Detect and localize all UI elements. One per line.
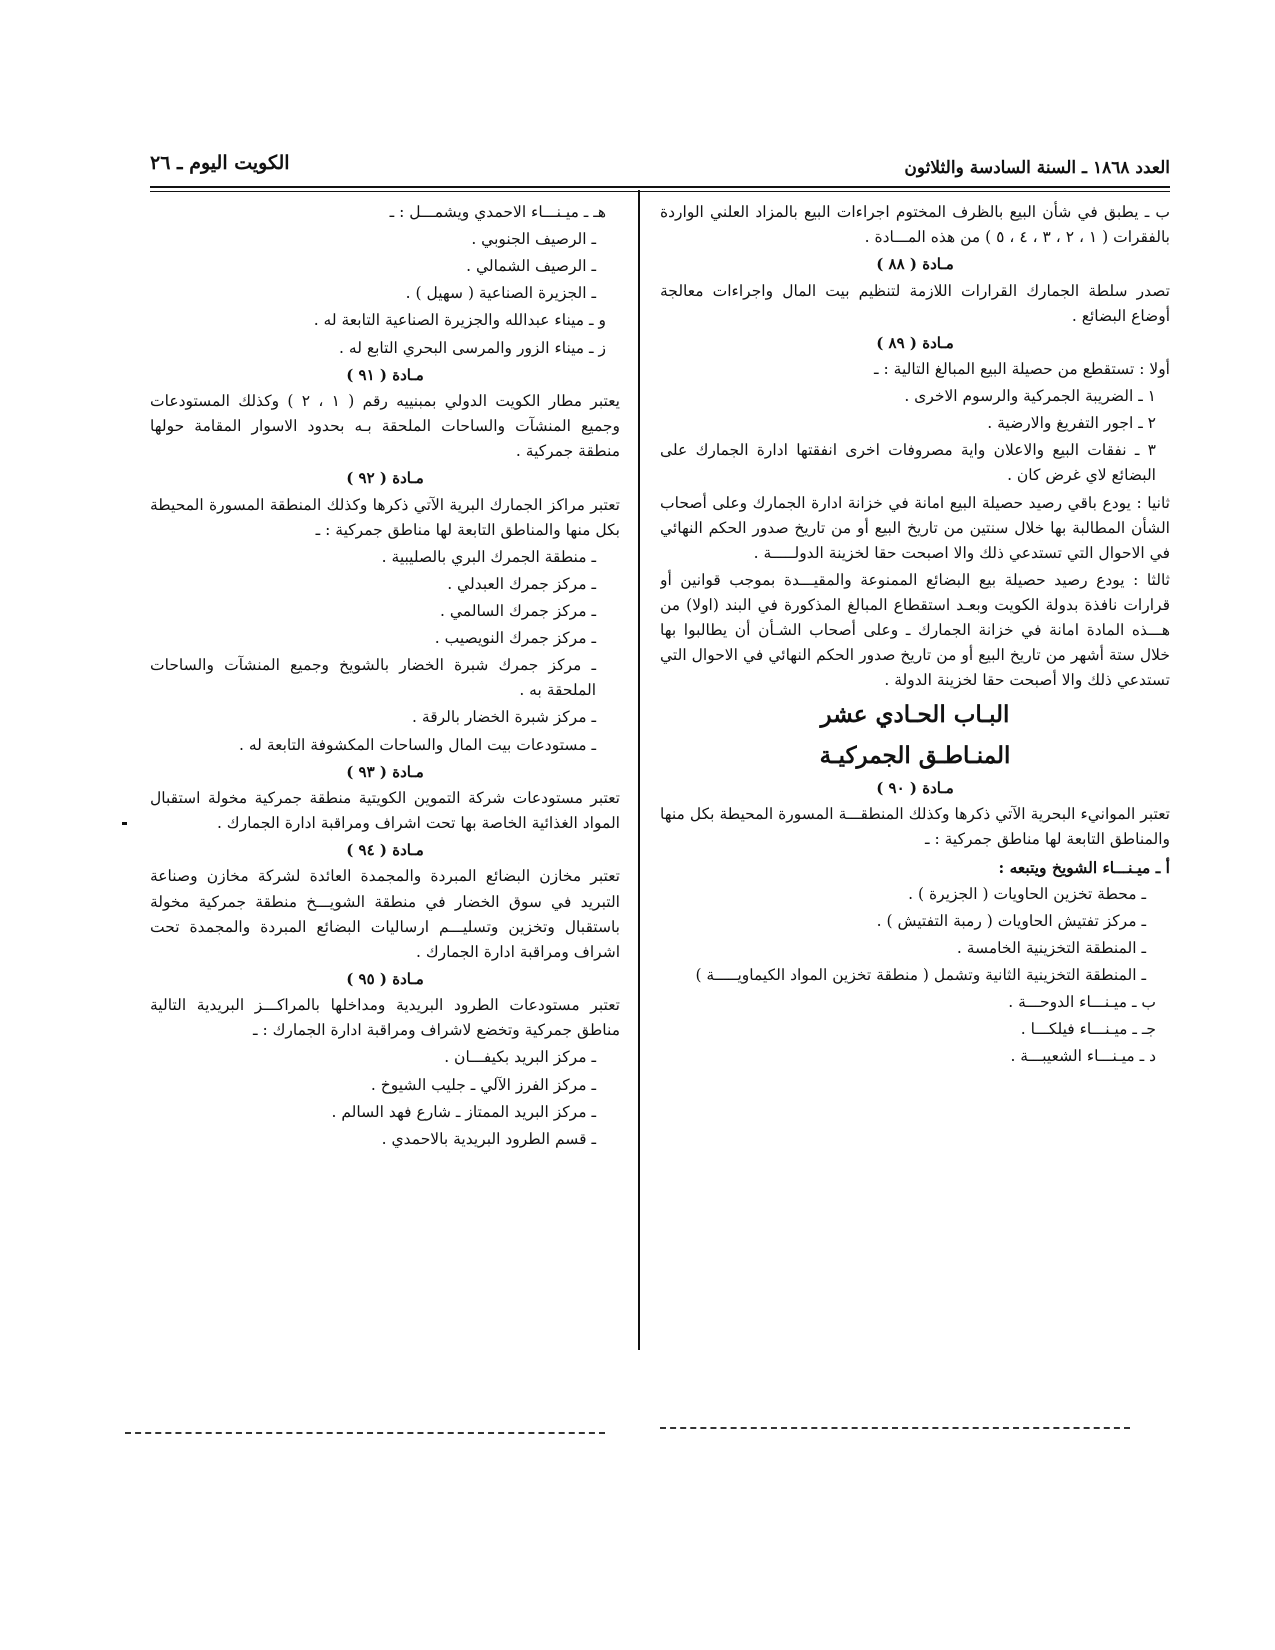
article-95-text: تعتبر مستودعات الطرود البريدية ومداخلها بالمراكـــز البريدية التالية مناطق جمركية وتخضع لاشراف ومراقبة ادارة الجمارك : ـ bbox=[150, 996, 620, 1040]
header-rule-thin bbox=[150, 191, 1170, 192]
footer-rule-right bbox=[660, 1427, 1130, 1429]
port-shuwaikh-item-1: ـ محطة تخزين الحاويات ( الجزيرة ) . bbox=[908, 884, 1146, 903]
customs-center-4: ـ مركز جمرك النويصيب . bbox=[434, 629, 596, 648]
port-ahmadi-item-1: ـ الرصيف الجنوبي . bbox=[471, 230, 596, 249]
customs-center-7: ـ مستودعات بيت المال والساحات المكشوفة التابعة له . bbox=[239, 735, 596, 754]
article-92-text: تعتبر مراكز الجمارك البرية الآتي ذكرها وكذلك المنطقة المسورة المحيطة بكل منها والمناطق التابعة لها مناطق جمركية : ـ bbox=[150, 495, 620, 539]
article-94-text: تعتبر مخازن البضائع المبردة والمجمدة العائدة لشركة مخازن وصناعة التبريد في سوق الخضار في منطقة الشويـــخ منطقة جمركية مخولة باستقبال وتخزين وتسليـــم ارساليات البضائع المبردة والمجمدة تحت اشراف ومراقبة ادارة الجمارك . bbox=[150, 867, 620, 961]
article-89-second: ثانيا : يودع باقي رصيد حصيلة البيع امانة في خزانة ادارة الجمارك وعلى أصحاب الشأن المطالبة بها خلال سنتين من تاريخ البيع أو من تاريخ صدور الحكم النهائي في الاحوال التي تستدعي ذلك والا اصبحت حقا لخزينة الدولـــــة . bbox=[660, 493, 1170, 562]
article-89-intro: أولا : تستقطع من حصيلة البيع المبالغ التالية : ـ bbox=[874, 360, 1170, 379]
header-publication: الكويت اليوم ـ ٢٦ bbox=[150, 152, 290, 174]
port-shuwaikh-item-2: ـ مركز تفتيش الحاويات ( رمبة التفتيش ) . bbox=[876, 911, 1146, 930]
article-93-text: تعتبر مستودعات شركة التموين الكويتية منطقة جمركية مخولة استقبال المواد الغذائية الخاصة بها تحت اشراف ومراقبة ادارة الجمارك . bbox=[150, 788, 620, 833]
post-center-4: ـ قسم الطرود البريدية بالاحمدي . bbox=[381, 1129, 596, 1148]
port-zour: ز ـ ميناء الزور والمرسى البحري التابع له . bbox=[339, 338, 606, 357]
article-92-title: مـادة ( ٩٢ ) bbox=[346, 469, 424, 488]
port-ahmadi-item-2: ـ الرصيف الشمالي . bbox=[466, 257, 596, 276]
article-88-title: مـادة ( ٨٨ ) bbox=[876, 255, 954, 274]
article-90-title: مـادة ( ٩٠ ) bbox=[876, 779, 954, 798]
header-rule bbox=[150, 186, 1170, 188]
customs-center-3: ـ مركز جمرك السالمي . bbox=[439, 602, 596, 621]
chapter-subtitle: المنـاطـق الجمركيـة bbox=[819, 742, 1011, 770]
customs-center-1: ـ منطقة الجمرك البري بالصليبية . bbox=[381, 547, 596, 566]
port-failaka: جـ ـ ميـنـــاء فيلكـــا . bbox=[1020, 1020, 1156, 1039]
article-89-item-2: ٢ ـ اجور التفريغ والارضية . bbox=[987, 414, 1156, 433]
post-center-3: ـ مركز البريد الممتاز ـ شارع فهد السالم . bbox=[331, 1102, 596, 1121]
article-89-title: مـادة ( ٨٩ ) bbox=[876, 333, 954, 352]
post-center-2: ـ مركز الفرز الآلي ـ جليب الشيوخ . bbox=[370, 1075, 596, 1094]
port-abdullah: و ـ ميناء عبدالله والجزيرة الصناعية التابعة له . bbox=[313, 311, 606, 330]
right-column bbox=[660, 200, 1170, 1350]
port-ahmadi: هـ ـ ميـنـــاء الاحمدي ويشمـــل : ـ bbox=[389, 203, 606, 221]
article-93-title: مـادة ( ٩٣ ) bbox=[346, 762, 424, 781]
article-94-title: مـادة ( ٩٤ ) bbox=[346, 841, 424, 860]
article-89-item-3: ٣ ـ نفقات البيع والاعلان واية مصروفات اخرى انفقتها ادارة الجمارك على البضائع لاي غرض كان . bbox=[660, 441, 1156, 485]
article-91-title: مـادة ( ٩١ ) bbox=[346, 365, 424, 384]
article-90-text: تعتبر الموانيء البحرية الآتي ذكرها وكذلك المنطقـــة المسورة المحيطة بكل منها والمناطق التابعة لها مناطق جمركية : ـ bbox=[660, 805, 1170, 849]
margin-mark bbox=[122, 822, 127, 825]
port-shuwaikh-item-4: ـ المنطقة التخزينية الثانية وتشمل ( منطقة تخزين المواد الكيماويـــــة ) bbox=[695, 966, 1146, 984]
port-shuwaikh-item-3: ـ المنطقة التخزينية الخامسة . bbox=[956, 938, 1146, 957]
clause-b: ب ـ يطبق في شأن البيع بالظرف المختوم اجراءات البيع بالمزاد العلني الواردة بالفقرات ( ١ ، ٢ ، ٣ ، ٤ ، ٥ ) من هذه المـــادة . bbox=[660, 203, 1170, 247]
left-column bbox=[150, 200, 620, 1350]
customs-center-5: ـ مركز جمرك شبرة الخضار بالشويخ وجميع المنشآت والساحات الملحقة به . bbox=[150, 656, 596, 700]
article-89-item-1: ١ ـ الضريبة الجمركية والرسوم الاخرى . bbox=[904, 387, 1156, 406]
article-88-text: تصدر سلطة الجمارك القرارات اللازمة لتنظيم بيت المال واجراءات معالجة أوضاع البضائع . bbox=[660, 281, 1170, 325]
footer-rule-left bbox=[125, 1432, 605, 1434]
post-center-1: ـ مركز البريد بكيفـــان . bbox=[444, 1048, 596, 1067]
page-header bbox=[150, 148, 1170, 188]
customs-center-6: ـ مركز شبرة الخضار بالرقة . bbox=[412, 708, 596, 727]
chapter-title: البـاب الحـادي عشر bbox=[820, 701, 1010, 729]
customs-center-2: ـ مركز جمرك العبدلي . bbox=[447, 574, 596, 593]
header-issue-info: العدد ١٨٦٨ ـ السنة السادسة والثلاثون bbox=[904, 158, 1170, 178]
port-shuaiba: د ـ ميـنـــاء الشعيبـــة . bbox=[1010, 1047, 1156, 1066]
article-91-text: يعتبر مطار الكويت الدولي بمبنييه رقم ( ١ ، ٢ ) وكذلك المستودعات وجميع المنشآت والساحات الملحقة بـه بحدود الاسوار المقامة حولها منطقة جمركية . bbox=[150, 391, 620, 461]
article-95-title: مـادة ( ٩٥ ) bbox=[346, 969, 424, 988]
port-ahmadi-item-3: ـ الجزيرة الصناعية ( سهيل ) . bbox=[405, 284, 596, 303]
port-shuwaikh: أ ـ ميـنـــاء الشويخ ويتبعه : bbox=[998, 857, 1170, 877]
port-doha: ب ـ ميـنـــاء الدوحـــة . bbox=[1008, 993, 1156, 1012]
article-89-third: ثالثا : يودع رصيد حصيلة بيع البضائع الممنوعة والمقيـــدة بموجب قوانين أو قرارات نافذة بدولة الكويت وبعـد استقطاع المبالغ المذكورة في البند (اولا) من هـــذه المادة امانة في خزانة الجمارك ـ وعلى أصحاب الشـأن أن يطالبوا بها خلال ستة أشهر من تاريخ البيع أو من تاريخ صدور الحكم النهائي في الاحوال التي تستدعي ذلك والا أصبحت حقا لخزينة الدولة . bbox=[660, 570, 1170, 690]
column-divider bbox=[638, 190, 640, 1350]
